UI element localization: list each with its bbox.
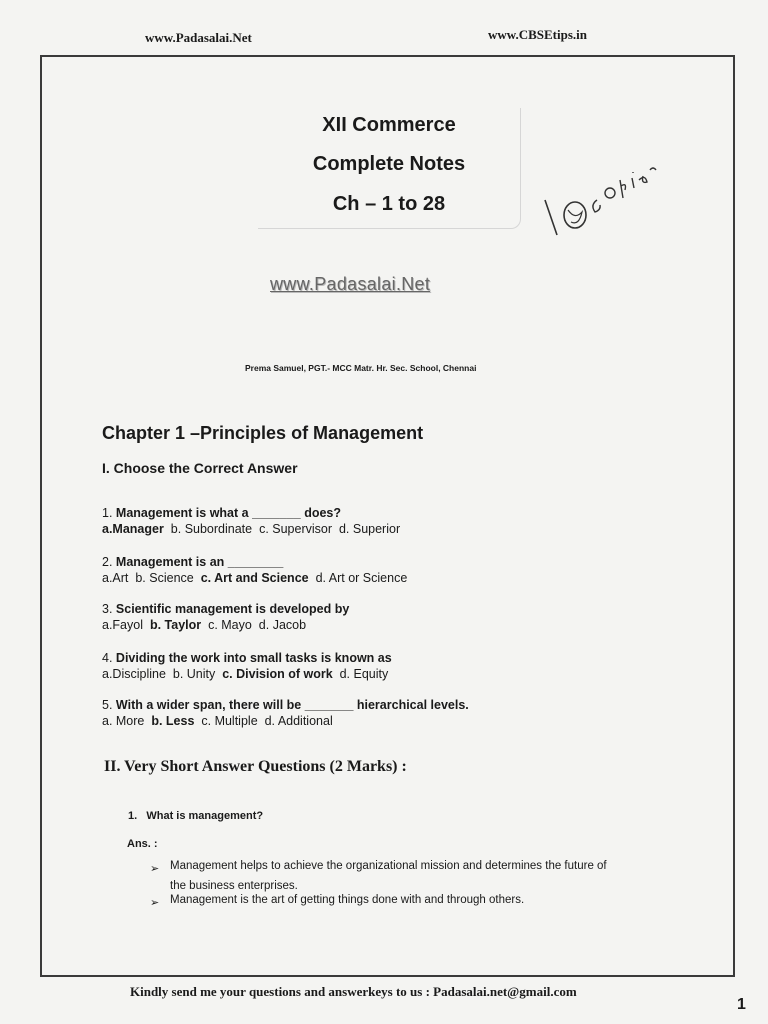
section-2-heading: II. Very Short Answer Questions (2 Marks) : (104, 758, 407, 775)
website-stamp: www.Padasalai.Net (270, 274, 431, 294)
page-number: 1 (737, 996, 746, 1013)
title-block (258, 108, 521, 229)
option: d. Superior (338, 522, 401, 536)
option: c. Mayo (208, 618, 252, 632)
mcq-item (102, 602, 349, 632)
question-number: 2. (102, 555, 113, 569)
footer-note: Kindly send me your questions and answerkeys to us : Padasalai.net@gmail.com (130, 984, 577, 999)
title-line-2: Complete Notes (312, 153, 466, 175)
question-number: 5. (102, 698, 113, 712)
question-number: 1. (102, 506, 113, 520)
answer-bullet-2: Management is the art of getting things done with and through others. (170, 894, 525, 906)
option: d. Additional (264, 714, 333, 728)
mcq-item (102, 651, 392, 681)
header-right-site: www.CBSEtips.in (488, 27, 587, 42)
title-line-3: Ch – 1 to 28 (332, 193, 446, 215)
option: b. Less (151, 714, 195, 728)
option: c. Multiple (201, 714, 258, 728)
answer-bullet-1-line-1: Management helps to achieve the organizational mission and determines the future of (170, 860, 607, 872)
arrow-bullet-icon: ➢ (150, 863, 160, 875)
option: d. Art or Science (315, 571, 408, 585)
option: a.Discipline (102, 667, 166, 681)
answer-bullet-1-line-2: the business enterprises. (170, 880, 298, 892)
section-1-heading: I. Choose the Correct Answer (102, 460, 298, 476)
question-text: Management is what a _______ does? (115, 506, 342, 520)
answer-label: Ans. : (127, 838, 158, 850)
question-number: 4. (102, 651, 113, 665)
option: b. Unity (172, 667, 216, 681)
header-left-site: www.Padasalai.Net (145, 30, 252, 45)
question-text: With a wider span, there will be _______ hierarchical levels. (115, 698, 469, 712)
option: d. Equity (339, 667, 389, 681)
question-text: Dividing the work into small tasks is known as (115, 651, 392, 665)
option: a.Manager (102, 522, 164, 536)
question-text: Scientific management is developed by (115, 602, 350, 616)
vsa-question-text: What is management? (146, 810, 264, 822)
option: b. Subordinate (170, 522, 253, 536)
title-line-1: XII Commerce (322, 114, 456, 136)
option: d. Jacob (258, 618, 307, 632)
option: c. Supervisor (259, 522, 333, 536)
option: c. Division of work (222, 667, 333, 681)
arrow-bullet-icon: ➢ (150, 897, 160, 909)
option: b. Taylor (149, 618, 202, 632)
question-text: Management is an ________ (115, 555, 284, 569)
vsa-question (128, 810, 263, 822)
author-line: Prema Samuel, PGT.- MCC Matr. Hr. Sec. School, Chennai (245, 363, 477, 373)
handwritten-note-graphic (535, 160, 660, 250)
option: a. More (102, 714, 145, 728)
option: a.Art (102, 571, 129, 585)
question-number: 3. (102, 602, 113, 616)
option: b. Science (135, 571, 194, 585)
option: c. Art and Science (200, 571, 309, 585)
mcq-item (102, 506, 400, 536)
mcq-item (102, 555, 407, 585)
mcq-item (102, 698, 469, 728)
chapter-title: Chapter 1 –Principles of Management (102, 423, 424, 443)
vsa-question-number: 1. (128, 810, 138, 822)
option: a.Fayol (102, 618, 143, 632)
